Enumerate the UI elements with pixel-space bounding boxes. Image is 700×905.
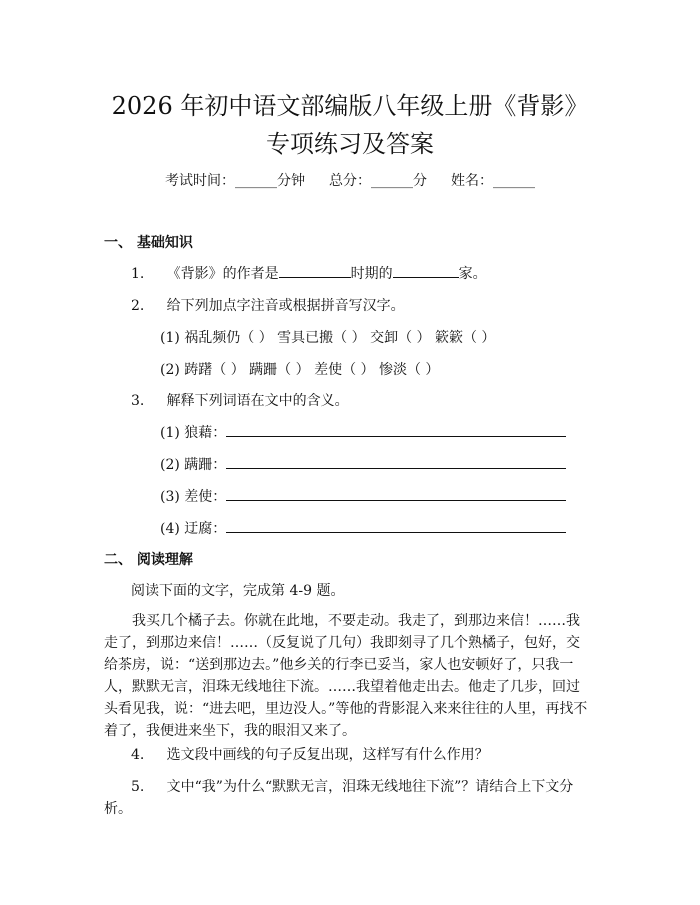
page-title-line2: 专项练习及答案 <box>266 130 434 158</box>
answer-line[interactable] <box>226 532 566 533</box>
question-number: 5. <box>131 779 145 795</box>
answer-line[interactable] <box>226 436 566 437</box>
answer-line[interactable] <box>226 468 566 469</box>
question-number: 2. <box>131 298 145 314</box>
question-1-text-mid: 时期的 <box>350 266 393 282</box>
question-2 <box>131 295 405 315</box>
page-title-line1: 2026 年初中语文部编版八年级上册《背影》 <box>111 92 589 120</box>
definition-label: (3) 差使： <box>160 489 227 505</box>
score-blank: ______ <box>371 173 413 189</box>
definition-item <box>160 422 566 442</box>
question-1-text-post: 家。 <box>458 266 487 282</box>
exam-info <box>0 170 700 190</box>
answer-blank[interactable] <box>393 277 459 278</box>
reading-passage <box>104 610 588 742</box>
section-heading-reading: 二、 阅读理解 <box>104 552 193 568</box>
question-3-text: 解释下列词语在文中的含义。 <box>166 393 349 409</box>
definition-label: (2) 蹒跚： <box>160 457 227 473</box>
definition-label: (1) 狼藉： <box>160 425 227 441</box>
question-5 <box>104 776 588 820</box>
name-label: 姓名： <box>451 173 493 189</box>
answer-blank[interactable] <box>279 277 351 278</box>
name-blank: ______ <box>493 173 535 189</box>
question-2-text: 给下列加点字注音或根据拼音写汉字。 <box>166 298 405 314</box>
question-4 <box>131 744 489 764</box>
question-number: 1. <box>131 266 145 282</box>
question-1-text-pre: 《背影》的作者是 <box>166 266 279 282</box>
answer-line[interactable] <box>226 500 566 501</box>
score-label: 总分： <box>329 173 371 189</box>
time-blank: ______ <box>235 173 277 189</box>
definition-item <box>160 486 566 506</box>
time-unit: 分钟 <box>277 173 305 189</box>
question-2-row-1: (1) 祸乱频仍（ ） 雪具已搬（ ） 交卸（ ） 簌簌（ ） <box>160 330 496 346</box>
question-number: 3. <box>131 393 145 409</box>
question-number: 4. <box>131 747 145 763</box>
score-unit: 分 <box>413 173 427 189</box>
question-5-text: 文中“我”为什么“默默无言，泪珠无线地往下流”？请结合上下文分析。 <box>104 779 574 817</box>
question-1 <box>131 263 487 283</box>
time-label: 考试时间： <box>165 173 235 189</box>
question-4-text: 选文段中画线的句子反复出现，这样写有什么作用？ <box>166 747 489 763</box>
definition-label: (4) 迂腐： <box>160 521 227 537</box>
question-3 <box>131 390 349 410</box>
definition-item <box>160 454 566 474</box>
definition-item <box>160 518 566 538</box>
passage-text: 我买几个橘子去。你就在此地，不要走动。我走了，到那边来信！……我走了，到那边来信！……（反复说了几句）我即刻寻了几个熟橘子，包好，交给茶房，说：“送到那边去。”他乡关的行李已妥当，家人也安顿好了，只我一人，默默无言，泪珠无线地往下流。……我望着他走出去。他走了几步，回过头看见我，说：“进去吧，里边没人。”等他的背影混入来来往往的人里，再找不着了，我便进来坐下，我的眼泪又来了。 <box>104 613 588 739</box>
question-2-row-2: (2) 踌躇（ ） 蹒跚（ ） 差使（ ） 惨淡（ ） <box>160 362 440 378</box>
reading-intro: 阅读下面的文字，完成第 4-9 题。 <box>131 583 345 599</box>
section-heading-basics: 一、 基础知识 <box>104 235 193 251</box>
